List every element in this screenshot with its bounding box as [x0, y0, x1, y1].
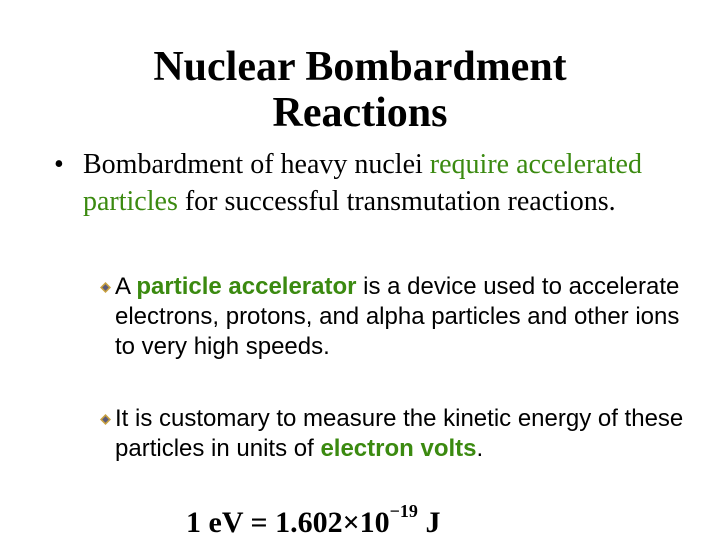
sub-bullet-particle-accelerator	[100, 272, 690, 362]
main-bullet	[28, 146, 688, 220]
electron-volt-equation	[186, 497, 440, 537]
main-bullet-dot: •	[54, 149, 64, 180]
title-line-2: Reactions	[272, 90, 448, 136]
title-line-1: Nuclear Bombardment	[153, 44, 567, 90]
main-bullet-highlight: require accelerated particles	[83, 149, 642, 217]
main-bullet-text-before: Bombardment of heavy nuclei	[83, 149, 430, 180]
sub-bullet-highlight: electron volts	[320, 435, 477, 462]
diamond-bullet-icon	[100, 282, 111, 293]
equation-exponent: −19	[389, 501, 418, 521]
equation-base: 10	[359, 506, 390, 539]
equation-unit: J	[417, 506, 441, 539]
equation-times: ×	[342, 506, 360, 539]
sub-bullet-text-after: .	[476, 435, 484, 462]
equation-equals: =	[242, 506, 276, 539]
main-bullet-text-after: for successful transmutation reactions.	[177, 186, 616, 217]
diamond-bullet-icon	[100, 414, 111, 425]
sub-bullet-electron-volts	[100, 404, 690, 464]
equation-lhs: 1 eV	[186, 506, 243, 539]
equation-coefficient: 1.602	[275, 506, 343, 539]
sub-bullet-text-after: is a device used to accelerate electrons, protons, and alpha particles and other ions to very high speeds.	[115, 273, 680, 360]
sub-bullet-highlight: particle accelerator	[136, 273, 357, 300]
slide-title	[0, 44, 720, 136]
sub-bullet-lead: A	[115, 273, 137, 300]
sub-bullet-lead: It is customary to measure the kinetic energy of these particles in units of	[115, 405, 684, 462]
